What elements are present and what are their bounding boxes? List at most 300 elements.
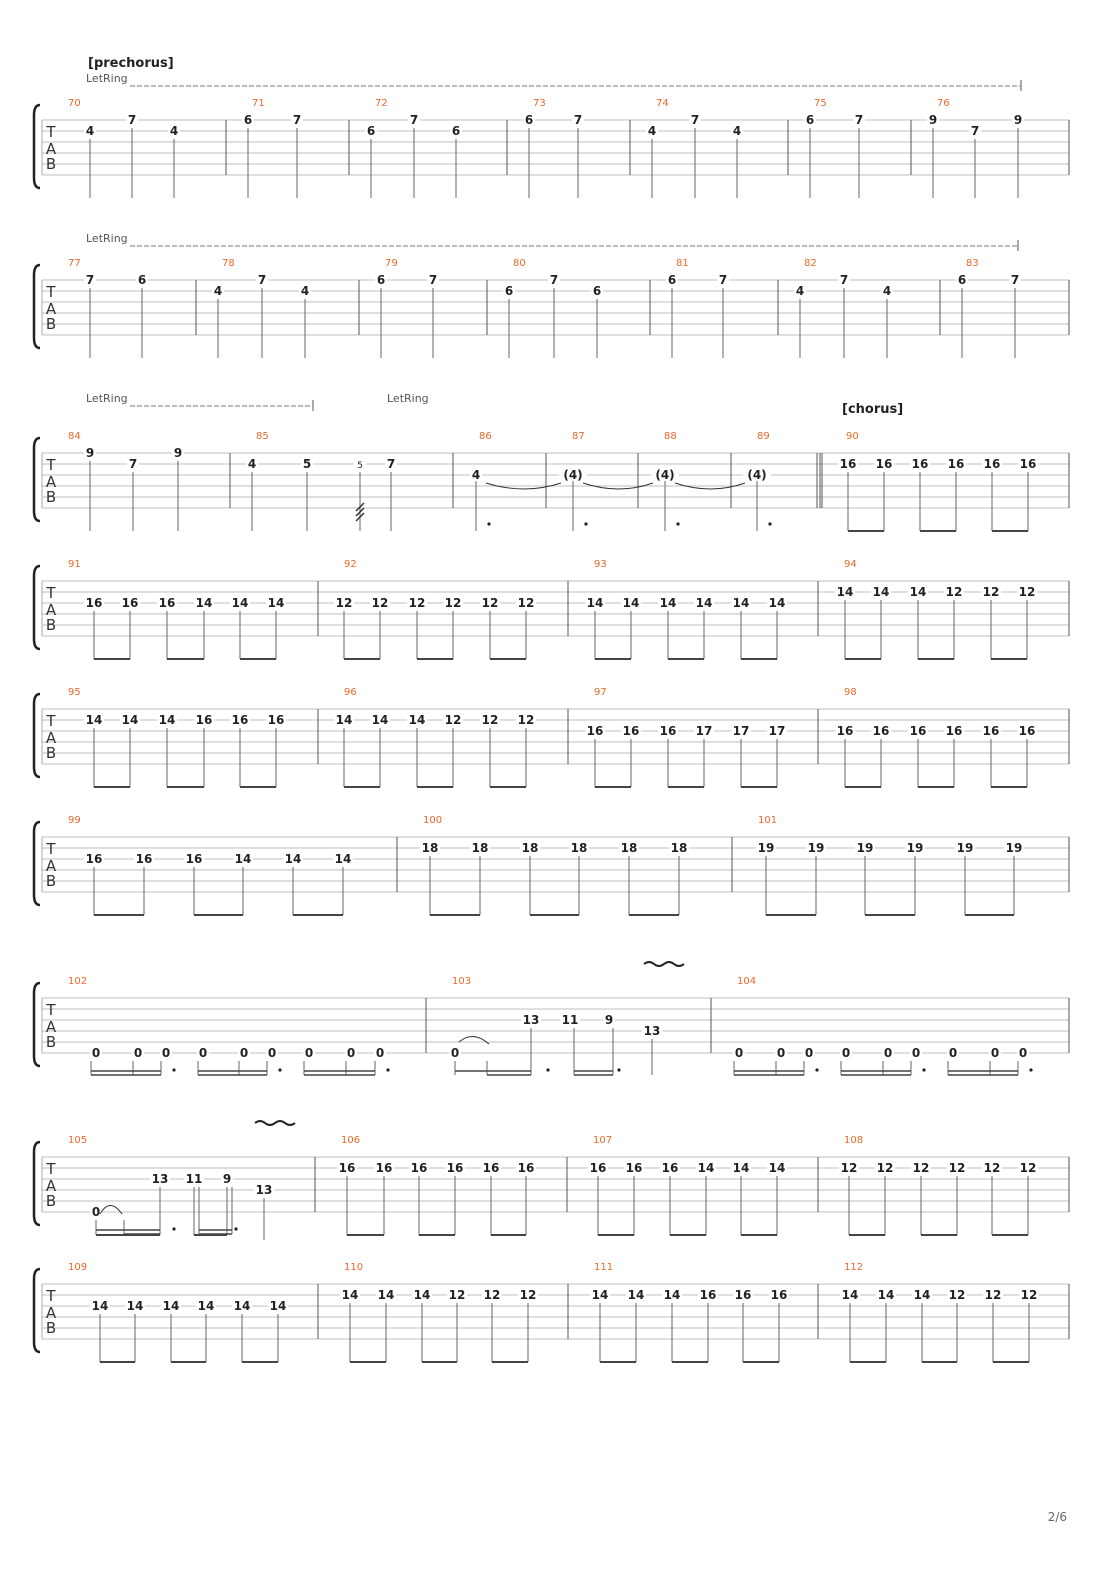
fret-number: 0 [734, 1046, 744, 1060]
fret-number: 7 [428, 273, 438, 287]
fret-number: 14 [284, 852, 302, 866]
tab-clef-letter: A [45, 729, 57, 747]
fret-number: 6 [592, 284, 602, 298]
fret-number: 14 [909, 585, 927, 599]
dot [487, 522, 490, 525]
bar-number: 76 [937, 98, 950, 109]
fret-number: 0 [883, 1046, 893, 1060]
tab-clef-letter: B [45, 1033, 57, 1051]
fret-number: 16 [135, 852, 153, 866]
bar-number: 77 [68, 258, 81, 269]
fret-number: 5 [302, 457, 312, 471]
fret-number: 16 [947, 457, 965, 471]
fret-number: 6 [957, 273, 967, 287]
fret-number: 14 [732, 596, 750, 610]
fret-number: 7 [386, 457, 396, 471]
fret-number: 0 [841, 1046, 851, 1060]
fret-number: 14 [158, 713, 176, 727]
fret-number: 14 [371, 713, 389, 727]
fret-number: 16 [589, 1161, 607, 1175]
tie [459, 1036, 489, 1044]
fret-number: 4 [882, 284, 892, 298]
fret-number: 4 [213, 284, 223, 298]
fret-number: 14 [267, 596, 285, 610]
fret-number: 14 [341, 1288, 359, 1302]
fret-number: 16 [625, 1161, 643, 1175]
dot [172, 1068, 175, 1071]
fret-number: 16 [982, 724, 1000, 738]
fret-number: 18 [620, 841, 638, 855]
tab-clef-letter: A [45, 601, 57, 619]
fret-number: 16 [195, 713, 213, 727]
fret-number: 6 [366, 124, 376, 138]
bar-number: 80 [513, 258, 526, 269]
bar-number: 104 [737, 976, 757, 987]
fret-number: 19 [757, 841, 775, 855]
tab-system [34, 962, 1069, 1075]
fret-number: 7 [409, 113, 419, 127]
fret-number: 12 [483, 1288, 501, 1302]
fret-number: 7 [854, 113, 864, 127]
tie [100, 1206, 122, 1215]
fret-number: 16 [699, 1288, 717, 1302]
fret-number: 7 [292, 113, 302, 127]
tab-clef-letter: A [45, 857, 57, 875]
tab-clef-letter: B [45, 1192, 57, 1210]
fret-number: 14 [872, 585, 890, 599]
fret-number: (4) [655, 468, 675, 482]
fret-number: 18 [521, 841, 539, 855]
fret-number: 12 [519, 1288, 537, 1302]
fret-number: 12 [1018, 585, 1036, 599]
fret-number: 16 [770, 1288, 788, 1302]
fret-number: 6 [524, 113, 534, 127]
fret-number: 14 [413, 1288, 431, 1302]
staff-bracket [34, 438, 40, 521]
fret-number: 12 [948, 1288, 966, 1302]
fret-number: 0 [450, 1046, 460, 1060]
fret-number: 7 [1010, 273, 1020, 287]
tab-clef-letter: T [46, 123, 56, 141]
fret-number: 9 [85, 446, 95, 460]
tab-system [34, 1121, 1069, 1240]
fret-number: 0 [304, 1046, 314, 1060]
fret-number: 14 [269, 1299, 287, 1313]
fret-number: 4 [85, 124, 95, 138]
tab-clef-letter: T [46, 1001, 56, 1019]
fret-number: 19 [956, 841, 974, 855]
fret-number: 14 [234, 852, 252, 866]
fret-number: 14 [233, 1299, 251, 1313]
fret-number: 14 [768, 596, 786, 610]
tab-clef-letter: B [45, 872, 57, 890]
dot [278, 1068, 281, 1071]
fret-number: 14 [195, 596, 213, 610]
fret-number: 0 [239, 1046, 249, 1060]
tab-clef-letter: A [45, 140, 57, 158]
bar-number: 91 [68, 559, 81, 570]
fret-number: 16 [267, 713, 285, 727]
tab-clef-letter: B [45, 155, 57, 173]
fret-number: 0 [91, 1205, 101, 1219]
fret-number: 12 [335, 596, 353, 610]
fret-number: 14 [85, 713, 103, 727]
fret-number: 14 [197, 1299, 215, 1313]
fret-number: 7 [257, 273, 267, 287]
fret-number: 16 [836, 724, 854, 738]
fret-number: 16 [909, 724, 927, 738]
fret-number: 12 [983, 1161, 1001, 1175]
dot [546, 1068, 549, 1071]
fret-number: 12 [840, 1161, 858, 1175]
dot [617, 1068, 620, 1071]
fret-number: 0 [133, 1046, 143, 1060]
bar-number: 93 [594, 559, 607, 570]
fret-number: 9 [222, 1172, 232, 1186]
fret-number: 16 [338, 1161, 356, 1175]
fret-number: 9 [928, 113, 938, 127]
fret-number: 14 [126, 1299, 144, 1313]
fret-number: 6 [504, 284, 514, 298]
fret-number: 0 [346, 1046, 356, 1060]
fret-number: 19 [906, 841, 924, 855]
fret-number: 12 [948, 1161, 966, 1175]
fret-number: 12 [444, 596, 462, 610]
fret-number: 18 [570, 841, 588, 855]
fret-number: (4) [747, 468, 767, 482]
fret-number: 16 [410, 1161, 428, 1175]
bar-number: 97 [594, 687, 607, 698]
tab-clef-letter: B [45, 1319, 57, 1337]
bar-number: 78 [222, 258, 235, 269]
tab-clef-letter: A [45, 1177, 57, 1195]
dot [676, 522, 679, 525]
fret-number: 4 [732, 124, 742, 138]
fret-number: 7 [549, 273, 559, 287]
dot [768, 522, 771, 525]
fret-number: 14 [622, 596, 640, 610]
fret-number: 16 [231, 713, 249, 727]
fret-number: 16 [85, 852, 103, 866]
bar-number: 81 [676, 258, 689, 269]
fret-number: 14 [121, 713, 139, 727]
tab-clef-letter: A [45, 300, 57, 318]
fret-number: 0 [375, 1046, 385, 1060]
bar-number: 109 [68, 1262, 88, 1273]
bar-number: 75 [814, 98, 827, 109]
bar-number: 96 [344, 687, 357, 698]
tab-clef-letter: A [45, 1304, 57, 1322]
fret-number: 14 [836, 585, 854, 599]
fret-number: 12 [371, 596, 389, 610]
fret-number: 18 [471, 841, 489, 855]
fret-number: 12 [517, 596, 535, 610]
bar-number: 74 [656, 98, 669, 109]
fret-number: 12 [982, 585, 1000, 599]
fret-number: 16 [872, 724, 890, 738]
fret-number: 16 [121, 596, 139, 610]
fret-number: 12 [517, 713, 535, 727]
fret-number: 16 [185, 852, 203, 866]
fret-number: 0 [911, 1046, 921, 1060]
fret-number: 7 [718, 273, 728, 287]
fret-number: 7 [690, 113, 700, 127]
fret-number: 14 [335, 713, 353, 727]
bar-number: 101 [758, 815, 778, 826]
fret-number: 16 [945, 724, 963, 738]
tab-clef-letter: B [45, 488, 57, 506]
fret-number: 14 [659, 596, 677, 610]
fret-number: 7 [85, 273, 95, 287]
fret-number: 14 [162, 1299, 180, 1313]
tab-clef-letter: B [45, 616, 57, 634]
staff-bracket [34, 822, 40, 905]
bar-number: 106 [341, 1135, 361, 1146]
fret-number: 12 [481, 596, 499, 610]
dot [234, 1227, 237, 1230]
fret-number: 7 [839, 273, 849, 287]
bar-number: 90 [846, 431, 859, 442]
tab-system [34, 392, 1069, 531]
fret-number: 14 [591, 1288, 609, 1302]
bar-number: 110 [344, 1262, 364, 1273]
fret-number: 19 [1005, 841, 1023, 855]
fret-number: 12 [481, 713, 499, 727]
fret-number: 16 [1019, 457, 1037, 471]
fret-number: 14 [768, 1161, 786, 1175]
fret-number: 12 [408, 596, 426, 610]
fret-number: 5 [357, 461, 363, 471]
fret-number: 14 [334, 852, 352, 866]
bar-number: 83 [966, 258, 979, 269]
fret-number: 12 [1020, 1288, 1038, 1302]
tab-system [34, 232, 1069, 358]
fret-number: 14 [913, 1288, 931, 1302]
fret-number: 12 [912, 1161, 930, 1175]
fret-number: 4 [247, 457, 257, 471]
tab-clef-letter: T [46, 840, 56, 858]
staff-bracket [34, 1269, 40, 1352]
bar-number: 73 [533, 98, 546, 109]
fret-number: 13 [643, 1024, 661, 1038]
bar-number: 100 [423, 815, 443, 826]
fret-number: 6 [805, 113, 815, 127]
fret-number: 4 [169, 124, 179, 138]
fret-number: 9 [1013, 113, 1023, 127]
dot [584, 522, 587, 525]
staff-bracket [34, 1142, 40, 1225]
staff-bracket [34, 105, 40, 188]
fret-number: 0 [776, 1046, 786, 1060]
fret-number: 12 [984, 1288, 1002, 1302]
fret-number: 19 [807, 841, 825, 855]
bar-number: 71 [252, 98, 265, 109]
tab-system [34, 559, 1069, 659]
staff-bracket [34, 983, 40, 1066]
dot [815, 1068, 818, 1071]
bar-number: 72 [375, 98, 388, 109]
fret-number: 13 [255, 1183, 273, 1197]
tab-system [34, 815, 1069, 915]
bar-number: 107 [593, 1135, 613, 1146]
fret-number: 0 [948, 1046, 958, 1060]
fret-number: 4 [471, 468, 481, 482]
fret-number: 16 [85, 596, 103, 610]
bar-number: 88 [664, 431, 677, 442]
fret-number: 16 [1018, 724, 1036, 738]
fret-number: 13 [522, 1013, 540, 1027]
fret-number: 4 [647, 124, 657, 138]
fret-number: 11 [561, 1013, 579, 1027]
fret-number: 11 [185, 1172, 203, 1186]
fret-number: 16 [586, 724, 604, 738]
fret-number: 12 [876, 1161, 894, 1175]
fret-number: 6 [667, 273, 677, 287]
tab-clef-letter: T [46, 712, 56, 730]
fret-number: 9 [604, 1013, 614, 1027]
fret-number: 14 [695, 596, 713, 610]
fret-number: 16 [983, 457, 1001, 471]
fret-number: 6 [243, 113, 253, 127]
bar-number: 86 [479, 431, 492, 442]
fret-number: 13 [151, 1172, 169, 1186]
fret-number: 16 [911, 457, 929, 471]
fret-number: 14 [841, 1288, 859, 1302]
fret-number: 7 [970, 124, 980, 138]
fret-number: 14 [732, 1161, 750, 1175]
fret-number: 16 [482, 1161, 500, 1175]
fret-number: 16 [622, 724, 640, 738]
fret-number: 14 [627, 1288, 645, 1302]
fret-number: 7 [128, 457, 138, 471]
fret-number: (4) [563, 468, 583, 482]
dot [1029, 1068, 1032, 1071]
bar-number: 95 [68, 687, 81, 698]
fret-number: 7 [127, 113, 137, 127]
fret-number: 14 [697, 1161, 715, 1175]
fret-number: 19 [856, 841, 874, 855]
bar-number: 89 [757, 431, 770, 442]
fret-number: 14 [663, 1288, 681, 1302]
dot [922, 1068, 925, 1071]
fret-number: 12 [1019, 1161, 1037, 1175]
bar-number: 70 [68, 98, 81, 109]
tab-clef-letter: T [46, 1160, 56, 1178]
fret-number: 0 [161, 1046, 171, 1060]
tab-clef-letter: T [46, 1287, 56, 1305]
letring-label: LetRing [86, 72, 128, 85]
fret-number: 7 [573, 113, 583, 127]
fret-number: 14 [231, 596, 249, 610]
bar-number: 108 [844, 1135, 864, 1146]
staff-bracket [34, 694, 40, 777]
staff-bracket [34, 265, 40, 348]
fret-number: 16 [661, 1161, 679, 1175]
fret-number: 4 [795, 284, 805, 298]
tab-clef-letter: T [46, 584, 56, 602]
letring-label: LetRing [86, 232, 128, 245]
fret-number: 16 [659, 724, 677, 738]
letring-label: LetRing [387, 392, 429, 405]
tab-system [34, 687, 1069, 787]
fret-number: 12 [444, 713, 462, 727]
bar-number: 79 [385, 258, 398, 269]
fret-number: 9 [173, 446, 183, 460]
fret-number: 16 [875, 457, 893, 471]
tab-clef-letter: T [46, 456, 56, 474]
tab-clef-letter: T [46, 283, 56, 301]
section-label: [prechorus] [88, 56, 174, 71]
vibrato-mark [255, 1121, 295, 1125]
tab-clef-letter: B [45, 315, 57, 333]
fret-number: 16 [446, 1161, 464, 1175]
fret-number: 17 [768, 724, 786, 738]
fret-number: 12 [448, 1288, 466, 1302]
tab-system [34, 1262, 1069, 1362]
bar-number: 99 [68, 815, 81, 826]
bar-number: 102 [68, 976, 88, 987]
dot [172, 1227, 175, 1230]
fret-number: 12 [945, 585, 963, 599]
staff-bracket [34, 566, 40, 649]
page-number: 2/6 [1047, 1510, 1067, 1524]
bar-number: 85 [256, 431, 269, 442]
fret-number: 18 [421, 841, 439, 855]
fret-number: 17 [695, 724, 713, 738]
fret-number: 6 [376, 273, 386, 287]
fret-number: 14 [408, 713, 426, 727]
dot [386, 1068, 389, 1071]
fret-number: 0 [804, 1046, 814, 1060]
fret-number: 0 [1018, 1046, 1028, 1060]
fret-number: 16 [375, 1161, 393, 1175]
tab-system [34, 56, 1069, 198]
fret-number: 14 [586, 596, 604, 610]
bar-number: 92 [344, 559, 357, 570]
bar-number: 111 [594, 1262, 614, 1273]
tab-clef-letter: A [45, 1018, 57, 1036]
fret-number: 4 [300, 284, 310, 298]
bar-number: 105 [68, 1135, 88, 1146]
bar-number: 87 [572, 431, 585, 442]
fret-number: 16 [839, 457, 857, 471]
bar-number: 103 [452, 976, 472, 987]
section-label: [chorus] [842, 402, 904, 417]
fret-number: 16 [158, 596, 176, 610]
bar-number: 112 [844, 1262, 864, 1273]
tab-clef-letter: A [45, 473, 57, 491]
fret-number: 18 [670, 841, 688, 855]
fret-number: 14 [91, 1299, 109, 1313]
vibrato-mark [644, 962, 684, 966]
bar-number: 94 [844, 559, 857, 570]
fret-number: 0 [267, 1046, 277, 1060]
fret-number: 16 [734, 1288, 752, 1302]
letring-label: LetRing [86, 392, 128, 405]
fret-number: 0 [990, 1046, 1000, 1060]
tab-clef-letter: B [45, 744, 57, 762]
fret-number: 17 [732, 724, 750, 738]
bar-number: 84 [68, 431, 81, 442]
fret-number: 16 [517, 1161, 535, 1175]
fret-number: 14 [877, 1288, 895, 1302]
bar-number: 98 [844, 687, 857, 698]
fret-number: 6 [137, 273, 147, 287]
bar-number: 82 [804, 258, 817, 269]
fret-number: 0 [198, 1046, 208, 1060]
fret-number: 0 [91, 1046, 101, 1060]
fret-number: 6 [451, 124, 461, 138]
